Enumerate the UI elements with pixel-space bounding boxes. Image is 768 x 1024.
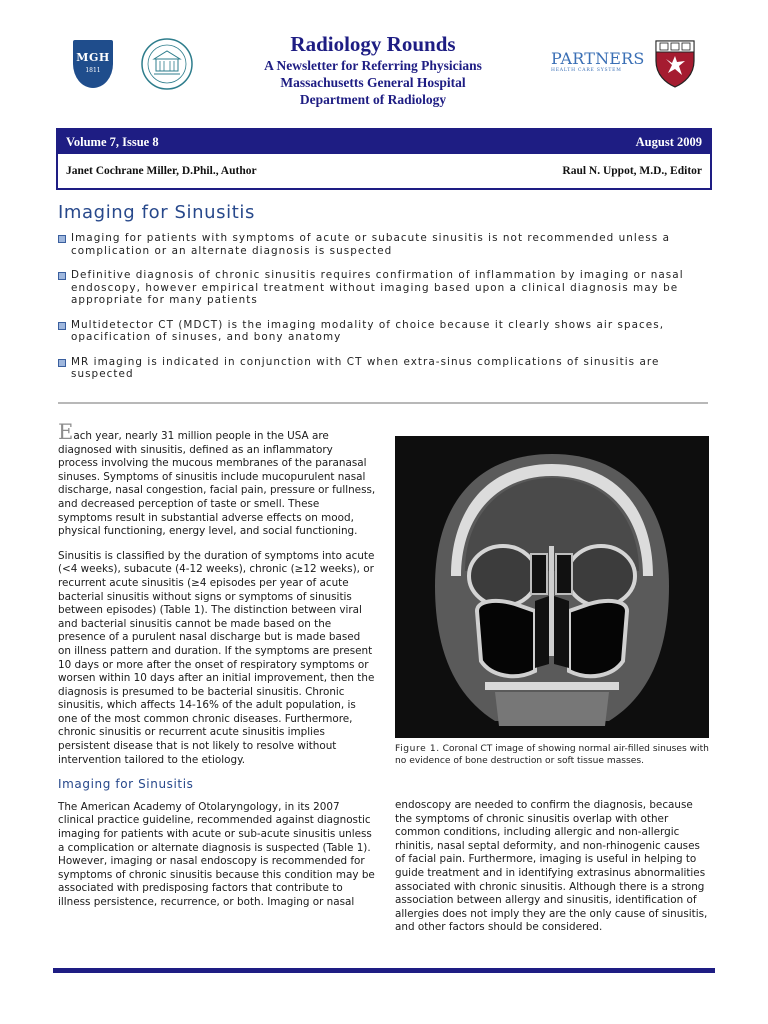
bullet-square-icon [58, 272, 66, 280]
mgh-logo [73, 40, 113, 88]
bullet-text: MR imaging is indicated in conjunction with CT when extra-sinus complications of sinusitis are suspected [71, 355, 660, 380]
mgh-logo-year: 1811 [85, 67, 101, 74]
paragraph-classification: Sinusitis is classified by the duration of symptoms into acute (<4 weeks), subacute (4-12 weeks), chronic (≥12 weeks), or recurrent acute sinusitis (≥4 episodes per year of acute bacterial sinusitis without signs or symptoms of sinusitis between episodes) (Table 1). The distinction between viral and bacterial sinusitis cannot be made based on the presence of a purulent nasal discharge but is made based on illness pattern and duration. If the symptoms are present 10 days or more after the onset of respiratory symptoms or worsen within 10 days after an initial improvement, then the diagnosis is presumed to be bacterial sinusitis. Chronic sinusitis, which affects 14-16% of the adult population, is one of the most common chronic diseases. Furthermore, chronic sinusitis or recurrent acute sinusitis implies persistent disease that is not likely to resolve without intervention tailored to the etiology. [58, 549, 375, 766]
paragraph-endoscopy: endoscopy are needed to confirm the diagnosis, because the symptoms of chronic sinusitis overlap with other common conditions, including allergic and non-allergic rhinitis, nasal septal deformity, and non-rhinogenic causes of facial pain. Furthermore, imaging is useful in helping to guide treatment and in identifying extrasinus abnormalities associated with chronic sinusitis. Although there is a strong association between allergy and sinusitis, identification of allergies does not imply they are the only cause of sinusitis, and other factors should be considered. [395, 799, 708, 934]
bullet-item [58, 356, 718, 381]
bullet-item [58, 269, 718, 307]
editor-credit: Raul N. Uppot, M.D., Editor [562, 165, 702, 177]
drop-cap: E [58, 420, 74, 444]
partners-logo [551, 49, 645, 75]
credits-row [58, 154, 710, 188]
section-divider [58, 402, 708, 404]
bullet-square-icon [58, 359, 66, 367]
subtitle-line-3: Department of Radiology [299, 92, 447, 107]
mgh-logo-text: MGH [76, 51, 110, 64]
issue-banner [56, 128, 712, 190]
section-subheading: Imaging for Sinusitis [58, 777, 194, 792]
subtitle-line-2: Massachusetts General Hospital [280, 75, 466, 90]
paragraph-guideline: The American Academy of Otolaryngology, in its 2007 clinical practice guideline, recommended against diagnostic imaging for patients with acute or sub-acute sinusitis unless a complication or alternate diagnosis is suspected (Table 1). However, imaging or nasal endoscopy is recommended for symptoms of chronic sinusitis because this condition may be associated with predisposing factors that contribute to illness persistence, recurrence, or both. Imaging or nasal [58, 800, 375, 908]
paragraph-intro-text: ach year, nearly 31 million people in the USA are diagnosed with sinusitis, defined as an inflammatory process involving the mucous membranes of the paranasal sinuses. Symptoms of sinusitis include mucopurulent nasal discharge, nasal congestion, facial pain, pressure or fullness, and decreased perception of taste or smell. These symptoms result in substantial adverse effects on mood, physical functioning, energy level, and social functioning. [58, 430, 376, 538]
issue-bar [58, 130, 710, 154]
summary-bullets [58, 232, 718, 393]
author-credit: Janet Cochrane Miller, D.Phil., Author [66, 165, 257, 177]
issue-date: August 2009 [635, 134, 702, 149]
partners-logo-text: PARTNERS [551, 49, 645, 68]
article-title: Imaging for Sinusitis [58, 202, 255, 223]
bullet-square-icon [58, 322, 66, 330]
bullet-text: Imaging for patients with symptoms of acute or subacute sinusitis is not recommended unless a complication or an alternate diagnosis is suspected [71, 232, 670, 257]
footer-rule [53, 968, 715, 973]
newsletter-title: Radiology Rounds [290, 32, 456, 56]
bullet-text: Definitive diagnosis of chronic sinusitis requires confirmation of inflammation by imaging or nasal endoscopy, however empirical treatment without imaging based upon a clinical diagnosis may be appropriate for many patients [71, 269, 684, 306]
left-column [58, 420, 376, 921]
partners-logo-tagline: HEALTH CARE SYSTEM [551, 68, 622, 73]
figure-caption-text: Coronal CT image of showing normal air-filled sinuses with no evidence of bone destruction or soft tissue masses. [395, 744, 709, 767]
bullet-text: Multidetector CT (MDCT) is the imaging modality of choice because it clearly shows air spaces, opacification of sinuses, and bony anatomy [71, 318, 665, 343]
bullet-item [58, 319, 718, 344]
bullet-square-icon [58, 235, 66, 243]
figure-label: Figure 1. [395, 744, 440, 754]
harvard-crest-icon [654, 39, 696, 89]
issue-number: Volume 7, Issue 8 [66, 134, 159, 149]
figure-caption [395, 743, 713, 767]
right-column [395, 799, 713, 946]
bullet-item [58, 232, 718, 257]
mgh-seal-icon [140, 37, 194, 91]
paragraph-intro [58, 420, 376, 539]
coronal-ct-scan-image [395, 436, 709, 738]
subtitle-line-1: A Newsletter for Referring Physicians [264, 58, 482, 73]
masthead [200, 31, 546, 108]
